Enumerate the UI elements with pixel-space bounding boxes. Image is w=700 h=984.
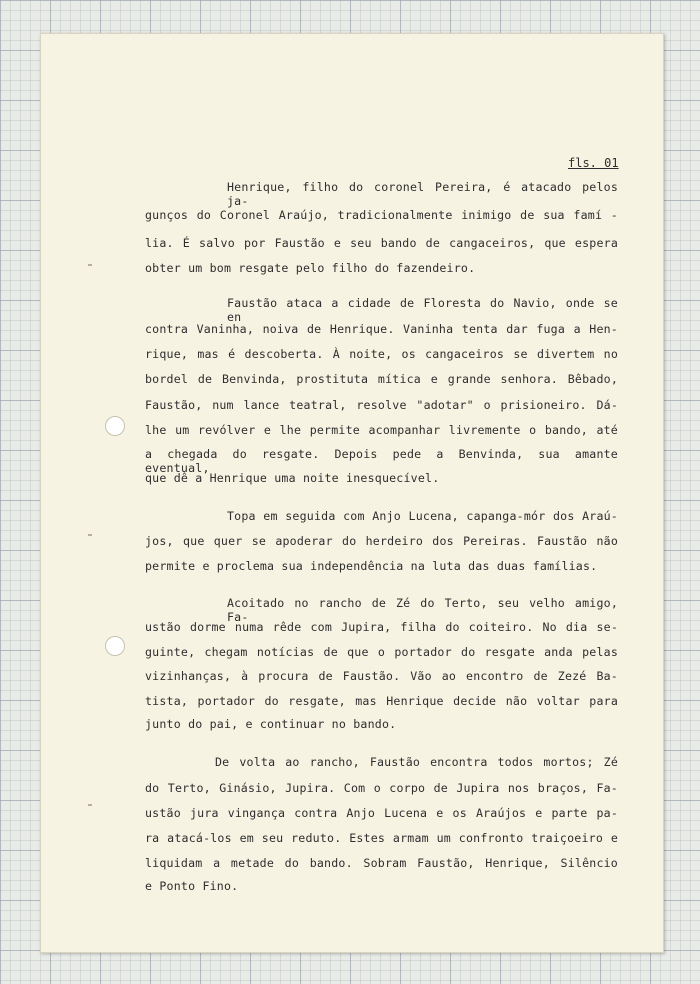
margin-mark xyxy=(88,804,92,806)
text-line: bordel de Benvinda, prostituta mítica e grande senhora. Bêbado, xyxy=(145,372,618,386)
text-line: Faustão ataca a cidade de Floresta do Navio, onde se en xyxy=(227,296,618,324)
text-line: e Ponto Fino. xyxy=(145,879,239,893)
text-line: liquidam a metade do bando. Sobram Faustão, Henrique, Silêncio xyxy=(145,856,618,870)
page-number: fls. 01 xyxy=(568,156,619,170)
margin-mark xyxy=(88,264,92,266)
text-line: Acoitado no rancho de Zé do Terto, seu velho amigo, Fa- xyxy=(227,596,618,624)
text-line: contra Vaninha, noiva de Henrique. Vaninha tenta dar fuga a Hen- xyxy=(145,322,618,336)
text-line: a chegada do resgate. Depois pede a Benvinda, sua amante eventual, xyxy=(145,447,618,475)
text-line: obter um bom resgate pelo filho do fazendeiro. xyxy=(145,261,476,275)
text-line: permite e proclema sua independência na luta das duas famílias. xyxy=(145,559,598,573)
text-line: junto do pai, e continuar no bando. xyxy=(145,717,397,731)
text-line: vizinhanças, à procura de Faustão. Vão ao encontro de Zezé Ba- xyxy=(145,669,618,683)
text-line: gunços do Coronel Araújo, tradicionalmente inimigo de sua famí - xyxy=(145,208,618,222)
text-line: guinte, chegam notícias de que o portador do resgate anda pelas xyxy=(145,645,618,659)
text-line: Faustão, num lance teatral, resolve "adotar" o prisioneiro. Dá- xyxy=(145,398,618,412)
punch-hole xyxy=(105,636,125,656)
text-line: lia. É salvo por Faustão e seu bando de cangaceiros, que espera xyxy=(145,236,618,250)
text-line: tista, portador do resgate, mas Henrique decide não voltar para xyxy=(145,694,618,708)
text-line: que dê a Henrique uma noite inesquecível. xyxy=(145,471,440,485)
text-line: Henrique, filho do coronel Pereira, é atacado pelos ja- xyxy=(227,180,618,208)
text-line: rique, mas é descoberta. À noite, os cangaceiros se divertem no xyxy=(145,347,618,361)
punch-hole xyxy=(105,416,125,436)
text-line: lhe um revólver e lhe permite acompanhar livremente o bando, até xyxy=(145,423,618,437)
text-line: ustão jura vingança contra Anjo Lucena e os Araújos e parte pa- xyxy=(145,806,618,820)
text-line: jos, que quer se apoderar do herdeiro dos Pereiras. Faustão não xyxy=(145,534,618,548)
text-line: do Terto, Ginásio, Jupira. Com o corpo de Jupira nos braços, Fa- xyxy=(145,781,618,795)
text-line: ra atacá-los em seu reduto. Estes armam um confronto traiçoeiro e xyxy=(145,831,618,845)
margin-mark xyxy=(88,534,92,536)
text-line: De volta ao rancho, Faustão encontra todos mortos; Zé xyxy=(215,755,618,769)
text-line: ustão dorme numa rêde com Jupira, filha do coiteiro. No dia se- xyxy=(145,620,618,634)
text-line: Topa em seguida com Anjo Lucena, capanga-mór dos Araú- xyxy=(227,509,618,523)
